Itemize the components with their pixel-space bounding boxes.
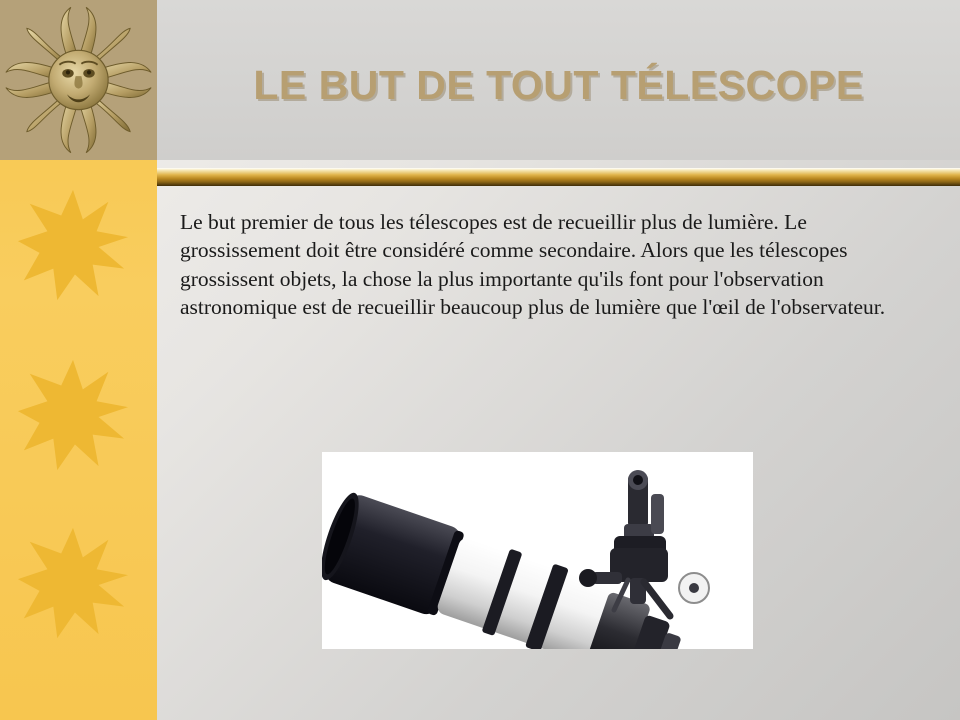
logo-box bbox=[0, 0, 157, 160]
gold-divider bbox=[157, 168, 960, 186]
telescope-image bbox=[322, 452, 753, 649]
body-paragraph: Le but premier de tous les télescopes est de recueillir plus de lumière. Le grossissement doit être considéré comme secondaire. Alors que les télescopes grossissent objets, la chose la plus importante qu'ils font pour l'observation astronomique est de recueillir beaucoup plus de lumière que l'œil de l'observateur. bbox=[180, 210, 886, 320]
refractor-telescope-photo-icon bbox=[322, 452, 753, 649]
page-title: LE BUT DE TOUT TÉLESCOPE bbox=[253, 62, 864, 108]
sun-star-icon bbox=[14, 186, 132, 304]
sun-star-icon bbox=[14, 356, 132, 474]
sun-face-emblem-icon bbox=[2, 2, 155, 158]
sun-star-icon bbox=[14, 524, 132, 642]
decorative-sidebar bbox=[0, 0, 157, 720]
slide-footer bbox=[157, 700, 960, 720]
